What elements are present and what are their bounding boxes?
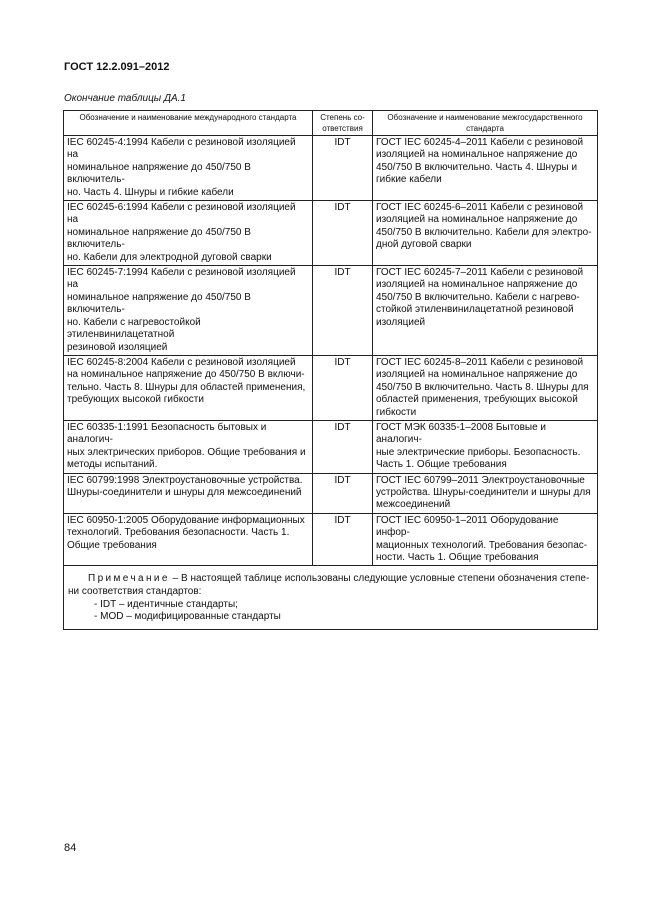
table-caption: Окончание таблицы ДА.1: [64, 93, 186, 104]
international-standard-cell-line: IEC 60335-1:1991 Безопасность бытовых и аналогич-: [67, 421, 267, 446]
interstate-standard-cell-line: ности. Часть 1. Общие требования: [376, 552, 539, 563]
degree-cell: IDT: [313, 420, 373, 473]
table-row: [64, 473, 598, 513]
international-standard-cell-line: IEC 60799:1998 Электроустановочные устройства.: [67, 474, 303, 486]
table-body: [64, 136, 598, 566]
interstate-standard-cell-line: ГОСТ IEC 60245-4–2011 Кабели с резиновой: [376, 137, 584, 148]
interstate-standard-cell-line: мационных технологий. Требования безопас-: [376, 539, 588, 551]
document-header: ГОСТ 12.2.091–2012: [64, 61, 170, 73]
international-standard-cell: [64, 473, 313, 513]
note-item: - IDT – идентичные стандарты;: [94, 598, 238, 610]
table-row: [64, 513, 598, 566]
international-standard-cell-line: номинальное напряжение до 450/750 В включитель-: [67, 161, 251, 186]
international-standard-cell: [64, 420, 313, 473]
interstate-standard-cell-line: ГОСТ IEC 60950-1–2011 Оборудование инфор-: [376, 514, 559, 539]
interstate-standard-cell: [373, 266, 598, 356]
interstate-standard-cell-line: устройства. Шнуры-соединители и шнуры для: [376, 486, 591, 498]
international-standard-cell-line: тельно. Часть 8. Шнуры для областей применения,: [67, 381, 306, 393]
interstate-standard-cell-line: ные электрические приборы. Безопасность.: [376, 446, 581, 458]
interstate-standard-cell-line: областей применения, требующих высокой: [376, 394, 578, 406]
international-standard-cell-line: Шнуры-соединители и шнуры для межсоединений: [67, 486, 302, 498]
international-standard-cell: [64, 136, 313, 201]
table-row: [64, 136, 598, 201]
international-standard-cell-line: IEC 60245-4:1994 Кабели с резиновой изоляцией на: [67, 137, 296, 161]
international-standard-cell-line: Общие требования: [67, 539, 157, 551]
note-cell: [64, 566, 598, 629]
international-standard-cell-line: IEC 60245-7:1994 Кабели с резиновой изоляцией на: [67, 267, 296, 291]
interstate-standard-cell-line: дной дуговой сварки: [376, 239, 472, 251]
degree-cell: IDT: [313, 513, 373, 566]
international-standard-cell-line: но. Часть 4. Шнуры и гибкие кабели: [67, 186, 234, 198]
international-standard-cell-line: IEC 60950-1:2005 Оборудование информационных: [67, 514, 305, 526]
note-item: - MOD – модифицированные стандарты: [94, 611, 281, 623]
note-row: [64, 566, 598, 629]
header-international-standard: Обозначение и наименование международного стандарта: [64, 111, 313, 136]
header-degree: Степень со-ответствия: [313, 111, 373, 136]
interstate-standard-cell: [373, 201, 598, 266]
degree-cell: IDT: [313, 201, 373, 266]
interstate-standard-cell-line: Часть 1. Общие требования: [376, 459, 507, 471]
interstate-standard-cell-line: изоляцией на номинальное напряжение до: [376, 279, 578, 291]
interstate-standard-cell-line: межсоединений: [376, 499, 451, 511]
table-header-row: [64, 111, 598, 136]
table-row: [64, 266, 598, 356]
international-standard-cell-line: но. Кабели для электродной дуговой сварки: [67, 251, 272, 263]
note-line-1: [68, 573, 593, 586]
table-row: [64, 355, 598, 420]
interstate-standard-cell-line: 450/750 В включительно. Часть 4. Шнуры и: [376, 161, 578, 173]
interstate-standard-cell-line: ГОСТ IEC 60245-8–2011 Кабели с резиновой: [376, 356, 584, 368]
international-standard-cell-line: на номинальное напряжение до 450/750 В включи-: [67, 369, 305, 381]
interstate-standard-cell: [373, 513, 598, 566]
interstate-standard-cell: [373, 355, 598, 420]
note-text-1: – В настоящей таблице использованы следующие условные степени обозначения степе-: [169, 573, 590, 585]
interstate-standard-cell-line: ГОСТ IEC 60245-6–2011 Кабели с резиновой: [376, 202, 584, 214]
interstate-standard-cell-line: ГОСТ IEC 60245-7–2011 Кабели с резиновой: [376, 267, 584, 279]
interstate-standard-cell-line: изоляцией: [376, 316, 426, 328]
international-standard-cell: [64, 201, 313, 266]
international-standard-cell-line: номинальное напряжение до 450/750 В включитель-: [67, 291, 251, 316]
interstate-standard-cell-line: стойкой этиленвинилацетатной резиновой: [376, 304, 574, 316]
table-row: [64, 201, 598, 266]
note-line-2: ни соответствия стандартов:: [68, 586, 202, 597]
interstate-standard-cell: [373, 136, 598, 201]
degree-cell: IDT: [313, 136, 373, 201]
standards-table: [63, 110, 598, 630]
international-standard-cell: [64, 513, 313, 566]
degree-cell: IDT: [313, 473, 373, 513]
interstate-standard-cell-line: 450/750 В включительно. Кабели с нагрево-: [376, 291, 580, 303]
interstate-standard-cell-line: ГОСТ МЭК 60335-1–2008 Бытовые и аналогич-: [376, 421, 547, 446]
interstate-standard-cell-line: ГОСТ IEC 60799–2011 Электроустановочные: [376, 474, 585, 486]
interstate-standard-cell: [373, 420, 598, 473]
international-standard-cell-line: IEC 60245-8:2004 Кабели с резиновой изоляцией: [67, 356, 296, 368]
international-standard-cell-line: номинальное напряжение до 450/750 В включитель-: [67, 226, 251, 251]
degree-cell: IDT: [313, 355, 373, 420]
interstate-standard-cell-line: изоляцией на номинальное напряжение до: [376, 214, 578, 226]
international-standard-cell-line: резиновой изоляцией: [67, 341, 168, 353]
international-standard-cell: [64, 266, 313, 356]
interstate-standard-cell-line: изоляцией на номинальное напряжение до: [376, 369, 578, 381]
interstate-standard-cell: [373, 473, 598, 513]
international-standard-cell-line: IEC 60245-6:1994 Кабели с резиновой изоляцией на: [67, 202, 296, 226]
international-standard-cell: [64, 355, 313, 420]
interstate-standard-cell-line: 450/750 В включительно. Часть 8. Шнуры для: [376, 381, 589, 393]
note-label: Примечание: [88, 573, 170, 585]
table-row: [64, 420, 598, 473]
interstate-standard-cell-line: гибкие кабели: [376, 174, 442, 186]
header-interstate-standard: Обозначение и наименование межгосударственного стандарта: [373, 111, 598, 136]
interstate-standard-cell-line: изоляцией на номинальное напряжение до: [376, 149, 578, 161]
page-number: 84: [64, 842, 77, 854]
international-standard-cell-line: методы испытаний.: [67, 459, 158, 471]
interstate-standard-cell-line: гибкости: [376, 406, 417, 418]
interstate-standard-cell-line: 450/750 В включительно. Кабели для электро-: [376, 226, 592, 238]
international-standard-cell-line: но. Кабели с нагревостойкой этиленвинилацетатной: [67, 316, 201, 341]
international-standard-cell-line: ных электрических приборов. Общие требования и: [67, 446, 306, 458]
international-standard-cell-line: технологий. Требования безопасности. Часть 1.: [67, 527, 290, 539]
degree-cell: IDT: [313, 266, 373, 356]
international-standard-cell-line: требующих высокой гибкости: [67, 394, 204, 406]
